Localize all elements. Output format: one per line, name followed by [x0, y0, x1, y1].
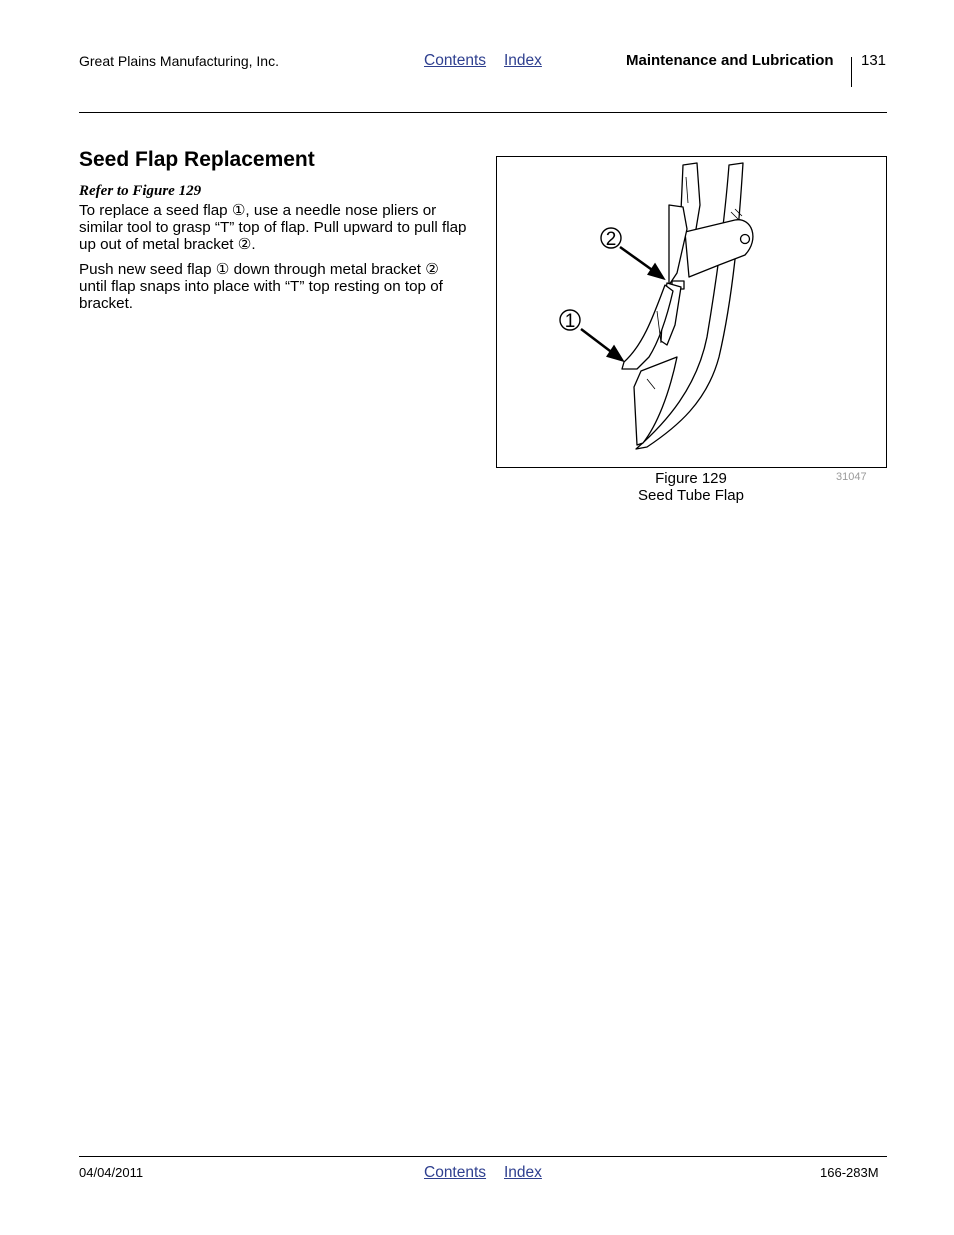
company-name: Great Plains Manufacturing, Inc. [79, 53, 279, 69]
footer-date: 04/04/2011 [79, 1165, 144, 1180]
page-title: Seed Flap Replacement [79, 148, 315, 171]
footer-contents-link[interactable]: Contents [424, 1164, 487, 1181]
header-index-link[interactable]: Index [504, 52, 542, 69]
callout-2-label: 2 [605, 229, 617, 250]
footer-index-link[interactable]: Index [504, 1164, 542, 1181]
figure-caption [591, 470, 791, 504]
seed-tube-flap-illustration [497, 157, 886, 467]
footer-doc-number: 166-283M [820, 1165, 879, 1180]
figure-image-id: 31047 [836, 471, 867, 483]
instruction-paragraph-2: Push new seed flap ① down through metal bracket ② until flap snaps into place with “T” top resting on top of bracket. [79, 261, 443, 312]
section-title: Maintenance and Lubrication [626, 52, 834, 69]
header-contents-link[interactable]: Contents [424, 52, 487, 69]
page-number: 131 [861, 52, 887, 69]
header-divider [851, 57, 852, 87]
figure-title: Seed Tube Flap [638, 487, 744, 504]
footer-rule [79, 1156, 887, 1157]
header-rule [79, 112, 887, 113]
figure-number: Figure 129 [655, 470, 727, 487]
callout-1-label: 1 [564, 311, 576, 332]
figure-reference: Refer to Figure 129 [79, 183, 202, 199]
figure-frame [496, 156, 887, 468]
instruction-paragraph-1: To replace a seed flap ①, use a needle nose pliers or similar tool to grasp “T” top of flap. Pull upward to pull flap up out of metal bracket ②. [79, 202, 467, 253]
